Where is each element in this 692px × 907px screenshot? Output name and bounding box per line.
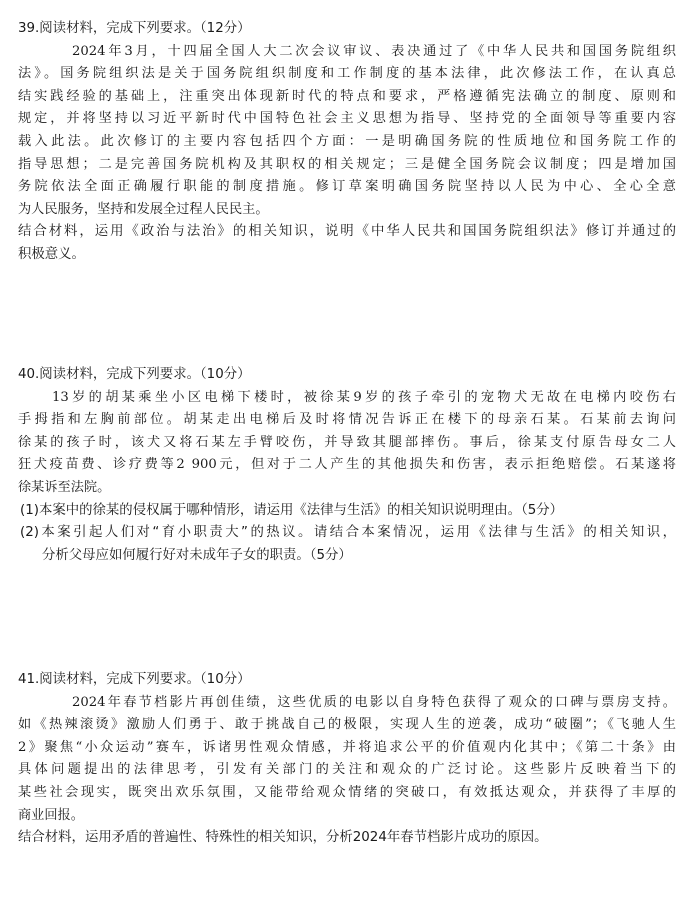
requirement-line: (2)本案引起人们对“育小职责大”的热议。请结合本案情况，运用《法律与生活》的相关知识， xyxy=(20,525,676,541)
question-40-heading: 40.阅读材料，完成下列要求。（10分） xyxy=(18,367,251,382)
material-line: 如《热辣滚烫》激励人们勇于、敢于挑战自己的极限，实现人生的逆袭，成功“破圈”；《飞驰人生 xyxy=(18,717,676,733)
question-41-requirement: 结合材料，运用矛盾的普遍性、特殊性的相关知识，分析2024年春节档影片成功的原因。 xyxy=(18,830,548,846)
material-line: 2》聚焦“小众运动”赛车，诉诸男性观众情感，并将追求公平的价值观内化其中；《第二十条》由 xyxy=(18,739,676,755)
requirement-line: 积极意义。 xyxy=(18,246,85,262)
material-line: 指导思想；二是完善国务院机构及其职权的相关规定；三是健全国务院会议制度；四是增加国 xyxy=(18,156,676,172)
question-39 xyxy=(18,18,676,267)
material-line: 为人民服务，坚持和发展全过程人民民主。 xyxy=(18,201,269,217)
material-line: 结实践经验的基础上，注重突出体现新时代的特点和要求，严格遵循宪法确立的制度、原则和 xyxy=(18,88,676,104)
material-line: 法》。国务院组织法是关于国务院组织制度和工作制度的基本法律，此次修法工作，在认真总 xyxy=(18,66,676,82)
material-line: 某些社会现实，既突出欢乐氛围，又能带给观众情绪的突破口，有效抵达观众，并获得了丰厚的 xyxy=(18,784,676,800)
question-39-heading: 39.阅读材料，完成下列要求。（12分） xyxy=(18,21,251,36)
question-40-sub-2 xyxy=(18,522,676,567)
material-line: 手拇指和左胸前部位。胡某走出电梯后及时将情况告诉正在楼下的母亲石某。石某前去询问 xyxy=(18,412,676,428)
material-line: 务院依法全面正确履行职能的制度措施。修订草案明确国务院坚持以人民为中心、全心全意 xyxy=(18,179,676,195)
question-39-material xyxy=(18,41,676,222)
material-line: 狂犬疫苗费、诊疗费等2 900元，但对于二人产生的其他损失和伤害，表示拒绝赔偿。石某遂将 xyxy=(18,457,676,473)
question-40 xyxy=(18,364,676,567)
material-line: 徐某的孩子时，该犬又将石某左手臂咬伤，并导致其腿部摔伤。事后，徐某支付原告母女二人 xyxy=(18,434,676,450)
question-39-requirement xyxy=(18,221,676,266)
material-line: 具体问题提出的法律思考，引发有关部门的关注和观众的广泛讨论。这些影片反映着当下的 xyxy=(18,762,676,778)
question-40-material xyxy=(18,387,676,500)
material-line: 载入此法。此次修订的主要内容包括四个方面：一是明确国务院的性质地位和国务院工作的 xyxy=(18,133,676,149)
material-line: 商业回报。 xyxy=(18,807,84,823)
requirement-line: 结合材料，运用《政治与法治》的相关知识，说明《中华人民共和国国务院组织法》修订并通过的 xyxy=(18,224,676,240)
material-line: 13岁的胡某乘坐小区电梯下楼时，被徐某9岁的孩子牵引的宠物犬无故在电梯内咬伤右 xyxy=(52,389,676,405)
question-41-heading: 41.阅读材料，完成下列要求。（10分） xyxy=(18,672,251,687)
material-line: 徐某诉至法院。 xyxy=(18,479,111,495)
question-40-sub-1: (1)本案中的徐某的侵权属于哪种情形，请运用《法律与生活》的相关知识说明理由。（5分） xyxy=(20,502,564,518)
material-line: 2024年3月，十四届全国人大二次会议审议、表决通过了《中华人民共和国国务院组织 xyxy=(72,43,676,59)
requirement-line: 分析父母应如何履行好对未成年子女的职责。（5分） xyxy=(42,547,352,563)
material-line: 规定，并将坚持以习近平新时代中国特色社会主义思想为指导、坚持党的全面领导等重要内容 xyxy=(18,111,676,127)
material-line: 2024年春节档影片再创佳绩，这些优质的电影以自身特色获得了观众的口碑与票房支持。 xyxy=(72,694,676,710)
question-41-material xyxy=(18,692,676,828)
question-41 xyxy=(18,669,676,850)
